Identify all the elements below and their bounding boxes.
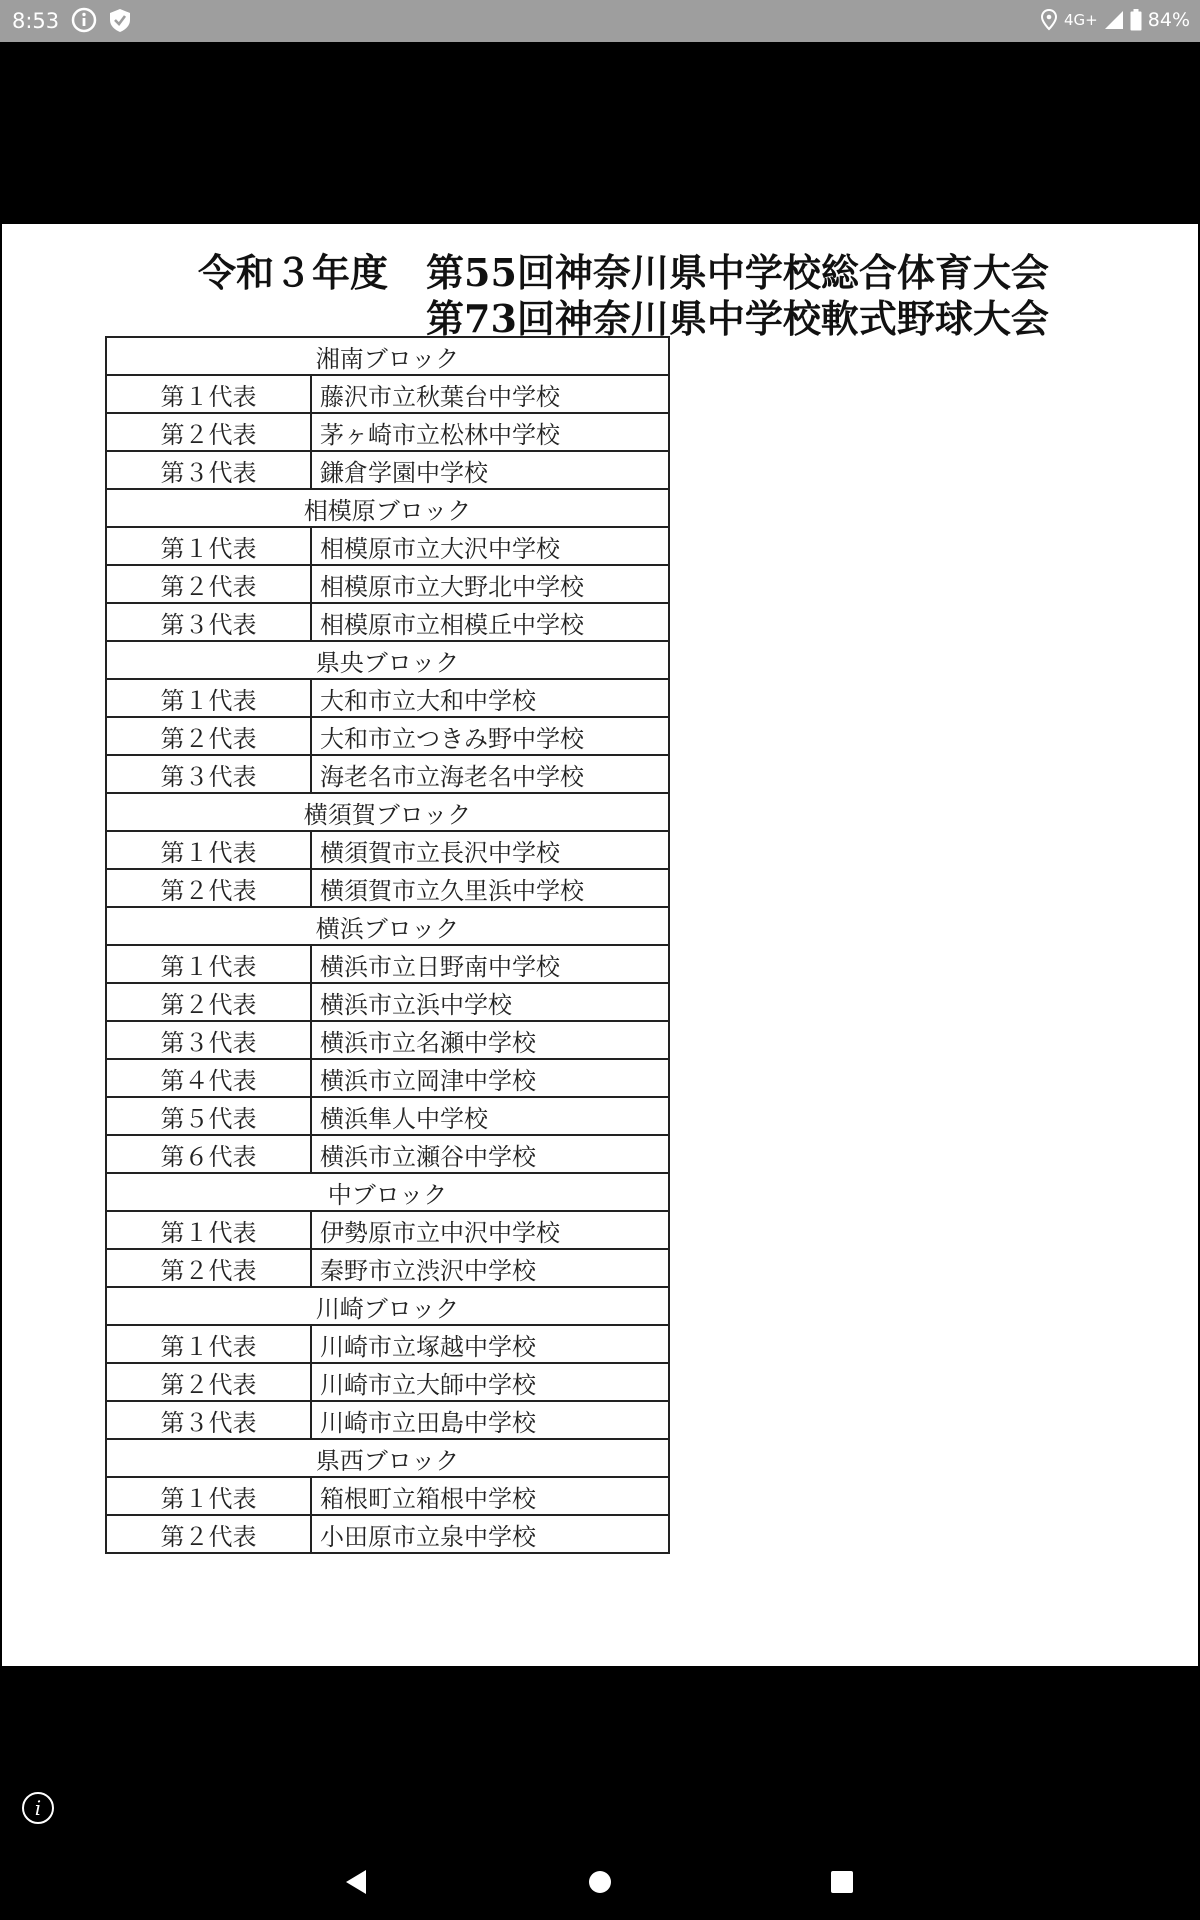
rank-cell: 第２代表 xyxy=(106,869,311,907)
table-row xyxy=(106,451,669,489)
battery-level: 84% xyxy=(1147,9,1190,31)
table-row xyxy=(106,983,669,1021)
document-title-line2: 第73回神奈川県中学校軟式野球大会 xyxy=(426,296,1049,341)
rank-cell: 第２代表 xyxy=(106,1249,311,1287)
rank-cell: 第３代表 xyxy=(106,1021,311,1059)
table-row xyxy=(106,1515,669,1553)
school-cell: 相模原市立相模丘中学校 xyxy=(311,603,669,641)
school-cell: 横浜市立岡津中学校 xyxy=(311,1059,669,1097)
info-circle-icon xyxy=(70,6,98,34)
rank-cell: 第１代表 xyxy=(106,679,311,717)
school-cell: 大和市立大和中学校 xyxy=(311,679,669,717)
location-icon xyxy=(1040,9,1058,31)
rank-cell: 第２代表 xyxy=(106,413,311,451)
table-row xyxy=(106,603,669,641)
school-cell: 相模原市立大沢中学校 xyxy=(311,527,669,565)
school-cell: 横須賀市立長沢中学校 xyxy=(311,831,669,869)
school-cell: 茅ヶ崎市立松林中学校 xyxy=(311,413,669,451)
rank-cell: 第２代表 xyxy=(106,983,311,1021)
school-cell: 海老名市立海老名中学校 xyxy=(311,755,669,793)
table-row xyxy=(106,1021,669,1059)
block-header-row xyxy=(106,793,669,831)
table-row xyxy=(106,1135,669,1173)
school-cell: 鎌倉学園中学校 xyxy=(311,451,669,489)
block-header-row xyxy=(106,337,669,375)
table-row xyxy=(106,945,669,983)
representatives-table xyxy=(105,336,670,1554)
status-time: 8:53 xyxy=(12,9,60,33)
rank-cell: 第６代表 xyxy=(106,1135,311,1173)
school-cell: 横須賀市立久里浜中学校 xyxy=(311,869,669,907)
rank-cell: 第１代表 xyxy=(106,1211,311,1249)
info-button[interactable] xyxy=(22,1792,54,1824)
document-image[interactable] xyxy=(2,224,1198,1666)
rank-cell: 第１代表 xyxy=(106,1325,311,1363)
table-row xyxy=(106,1097,669,1135)
rank-cell: 第１代表 xyxy=(106,1477,311,1515)
block-name: 川崎ブロック xyxy=(106,1287,669,1325)
back-icon[interactable] xyxy=(334,1864,378,1900)
block-header-row xyxy=(106,489,669,527)
table-row xyxy=(106,831,669,869)
rank-cell: 第１代表 xyxy=(106,831,311,869)
school-cell: 大和市立つきみ野中学校 xyxy=(311,717,669,755)
school-cell: 横浜市立浜中学校 xyxy=(311,983,669,1021)
rank-cell: 第３代表 xyxy=(106,603,311,641)
rank-cell: 第１代表 xyxy=(106,527,311,565)
school-cell: 川崎市立塚越中学校 xyxy=(311,1325,669,1363)
school-cell: 川崎市立大師中学校 xyxy=(311,1363,669,1401)
block-name: 横須賀ブロック xyxy=(106,793,669,831)
block-header-row xyxy=(106,1439,669,1477)
rank-cell: 第３代表 xyxy=(106,1401,311,1439)
signal-icon xyxy=(1104,10,1124,30)
table-row xyxy=(106,1477,669,1515)
table-row xyxy=(106,1401,669,1439)
school-cell: 藤沢市立秋葉台中学校 xyxy=(311,375,669,413)
status-bar xyxy=(0,0,1200,42)
school-cell: 横浜市立日野南中学校 xyxy=(311,945,669,983)
table-row xyxy=(106,1059,669,1097)
rank-cell: 第２代表 xyxy=(106,717,311,755)
block-header-row xyxy=(106,641,669,679)
table-row xyxy=(106,1211,669,1249)
school-cell: 伊勢原市立中沢中学校 xyxy=(311,1211,669,1249)
table-row xyxy=(106,375,669,413)
school-cell: 相模原市立大野北中学校 xyxy=(311,565,669,603)
school-cell: 横浜市立瀬谷中学校 xyxy=(311,1135,669,1173)
table-row xyxy=(106,1249,669,1287)
network-type: 4G+ xyxy=(1064,11,1098,29)
rank-cell: 第３代表 xyxy=(106,755,311,793)
block-name: 横浜ブロック xyxy=(106,907,669,945)
school-cell: 小田原市立泉中学校 xyxy=(311,1515,669,1553)
block-name: 中ブロック xyxy=(106,1173,669,1211)
block-name: 県央ブロック xyxy=(106,641,669,679)
block-header-row xyxy=(106,907,669,945)
block-header-row xyxy=(106,1173,669,1211)
school-cell: 川崎市立田島中学校 xyxy=(311,1401,669,1439)
table-row xyxy=(106,565,669,603)
rank-cell: 第５代表 xyxy=(106,1097,311,1135)
school-cell: 横浜隼人中学校 xyxy=(311,1097,669,1135)
school-cell: 箱根町立箱根中学校 xyxy=(311,1477,669,1515)
school-cell: 横浜市立名瀬中学校 xyxy=(311,1021,669,1059)
rank-cell: 第２代表 xyxy=(106,1363,311,1401)
status-right-group xyxy=(1040,9,1190,31)
info-icon: i xyxy=(34,1796,42,1820)
block-name: 湘南ブロック xyxy=(106,337,669,375)
block-name: 相模原ブロック xyxy=(106,489,669,527)
table-row xyxy=(106,527,669,565)
rank-cell: 第４代表 xyxy=(106,1059,311,1097)
table-row xyxy=(106,869,669,907)
table-row xyxy=(106,413,669,451)
table-row xyxy=(106,755,669,793)
document-title-line1: 令和３年度 第55回神奈川県中学校総合体育大会 xyxy=(198,250,1049,295)
home-icon[interactable] xyxy=(578,1864,622,1900)
block-header-row xyxy=(106,1287,669,1325)
table-row xyxy=(106,1325,669,1363)
table-row xyxy=(106,679,669,717)
rank-cell: 第１代表 xyxy=(106,375,311,413)
school-cell: 秦野市立渋沢中学校 xyxy=(311,1249,669,1287)
rank-cell: 第１代表 xyxy=(106,945,311,983)
table-row xyxy=(106,717,669,755)
block-name: 県西ブロック xyxy=(106,1439,669,1477)
rank-cell: 第２代表 xyxy=(106,565,311,603)
battery-icon xyxy=(1130,9,1142,31)
shield-check-icon xyxy=(106,6,134,34)
rank-cell: 第２代表 xyxy=(106,1515,311,1553)
rank-cell: 第３代表 xyxy=(106,451,311,489)
recents-icon[interactable] xyxy=(820,1864,864,1900)
table-row xyxy=(106,1363,669,1401)
